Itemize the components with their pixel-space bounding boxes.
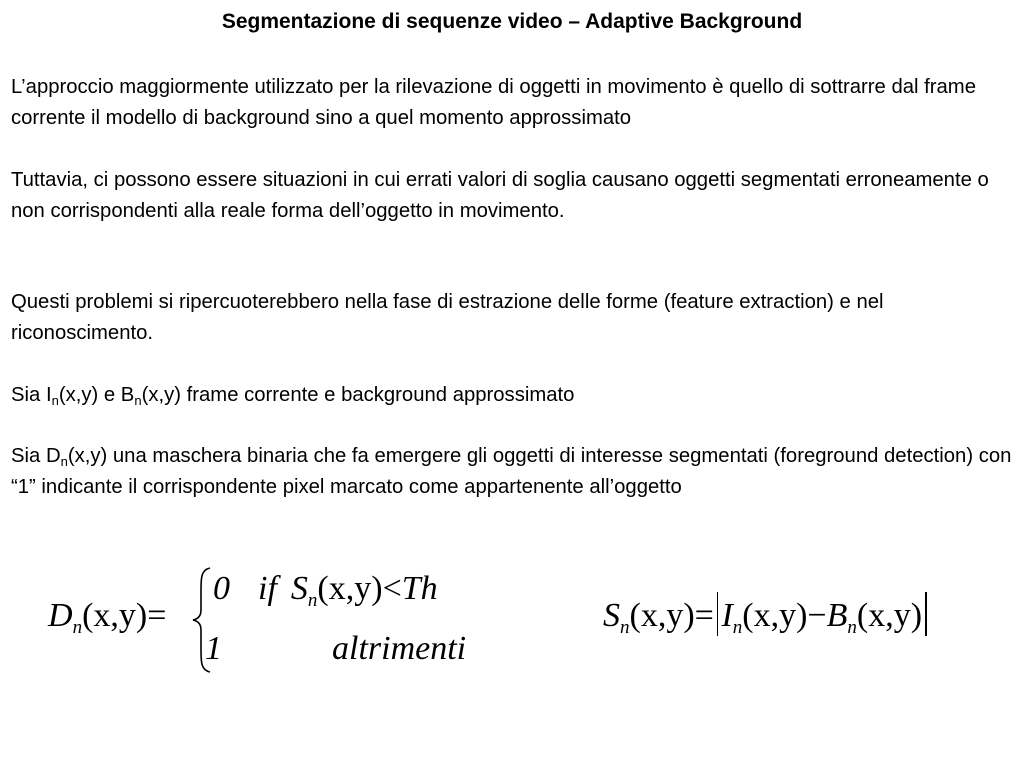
diff-term1-symbol: I	[721, 597, 733, 634]
mask-def-sub: n	[60, 454, 68, 469]
mask-lhs-sub: n	[72, 617, 83, 638]
case2-text: altrimenti	[332, 630, 467, 667]
paragraph-feature-extraction: Questi problemi si ripercuoterebbero nella fase di estrazione delle forme (feature extraction) e nel riconoscimento.	[11, 291, 884, 344]
diff-term2-symbol: B	[826, 597, 848, 634]
abs-bar-left	[717, 592, 719, 636]
case1-symbol: S	[290, 570, 308, 607]
diff-equals: =	[694, 597, 714, 634]
paragraph-mask-definition	[11, 441, 1016, 502]
slide-title: Segmentazione di sequenze video – Adaptive Background	[221, 10, 803, 33]
frame-def-sub-i: n	[51, 393, 59, 408]
case2-value: 1	[205, 630, 222, 667]
diff-lhs-symbol: S	[603, 597, 620, 634]
diff-lhs-args: (x,y)	[629, 597, 695, 634]
case1-sub: n	[307, 590, 318, 611]
diff-lhs-sub: n	[620, 617, 630, 638]
mask-def-suffix: (x,y) una maschera binaria che fa emergere gli oggetti di interesse segmentati (foreground detection) con “1” indicante il corrispondente pixel marcato come appartenente all’oggetto	[11, 445, 1012, 498]
paragraph-threshold-errors: Tuttavia, ci possono essere situazioni in cui errati valori di soglia causano oggetti segmentati erroneamente o non corrispondenti alla reale forma dell’oggetto in movimento.	[11, 169, 989, 222]
case1-threshold: Th	[401, 570, 438, 607]
mask-def-prefix: Sia D	[11, 445, 61, 467]
case1-value: 0	[213, 570, 230, 607]
frame-def-prefix: Sia I	[11, 384, 52, 406]
paragraph-frame-definition	[11, 380, 1016, 411]
diff-term2-sub: n	[847, 617, 857, 638]
case1-if: if	[258, 570, 277, 607]
case1-args: (x,y)	[317, 570, 383, 607]
diff-term1-args: (x,y)	[742, 597, 808, 634]
diff-minus: −	[807, 597, 827, 634]
mask-equals: =	[147, 597, 167, 634]
frame-def-mid: (x,y) e B	[58, 384, 135, 406]
mask-lhs-args: (x,y)	[82, 597, 148, 634]
frame-def-sub-b: n	[134, 393, 142, 408]
case1-lt: <	[382, 570, 402, 607]
formula-mask-lhs	[48, 596, 166, 636]
formula-difference	[603, 592, 930, 636]
diff-term1-sub: n	[732, 617, 743, 638]
frame-def-suffix: (x,y) frame corrente e background approssimato	[141, 384, 575, 406]
abs-bar-right	[925, 592, 927, 636]
paragraph-background-subtraction: L’approccio maggiormente utilizzato per la rilevazione di oggetti in movimento è quello di sottrarre dal frame corrente il modello di background sino a quel momento approssimato	[11, 76, 976, 129]
formula-mask-case-1	[213, 569, 438, 609]
mask-lhs-symbol: D	[48, 597, 73, 634]
formula-mask-case-2	[205, 629, 466, 669]
diff-term2-args: (x,y)	[856, 597, 923, 634]
